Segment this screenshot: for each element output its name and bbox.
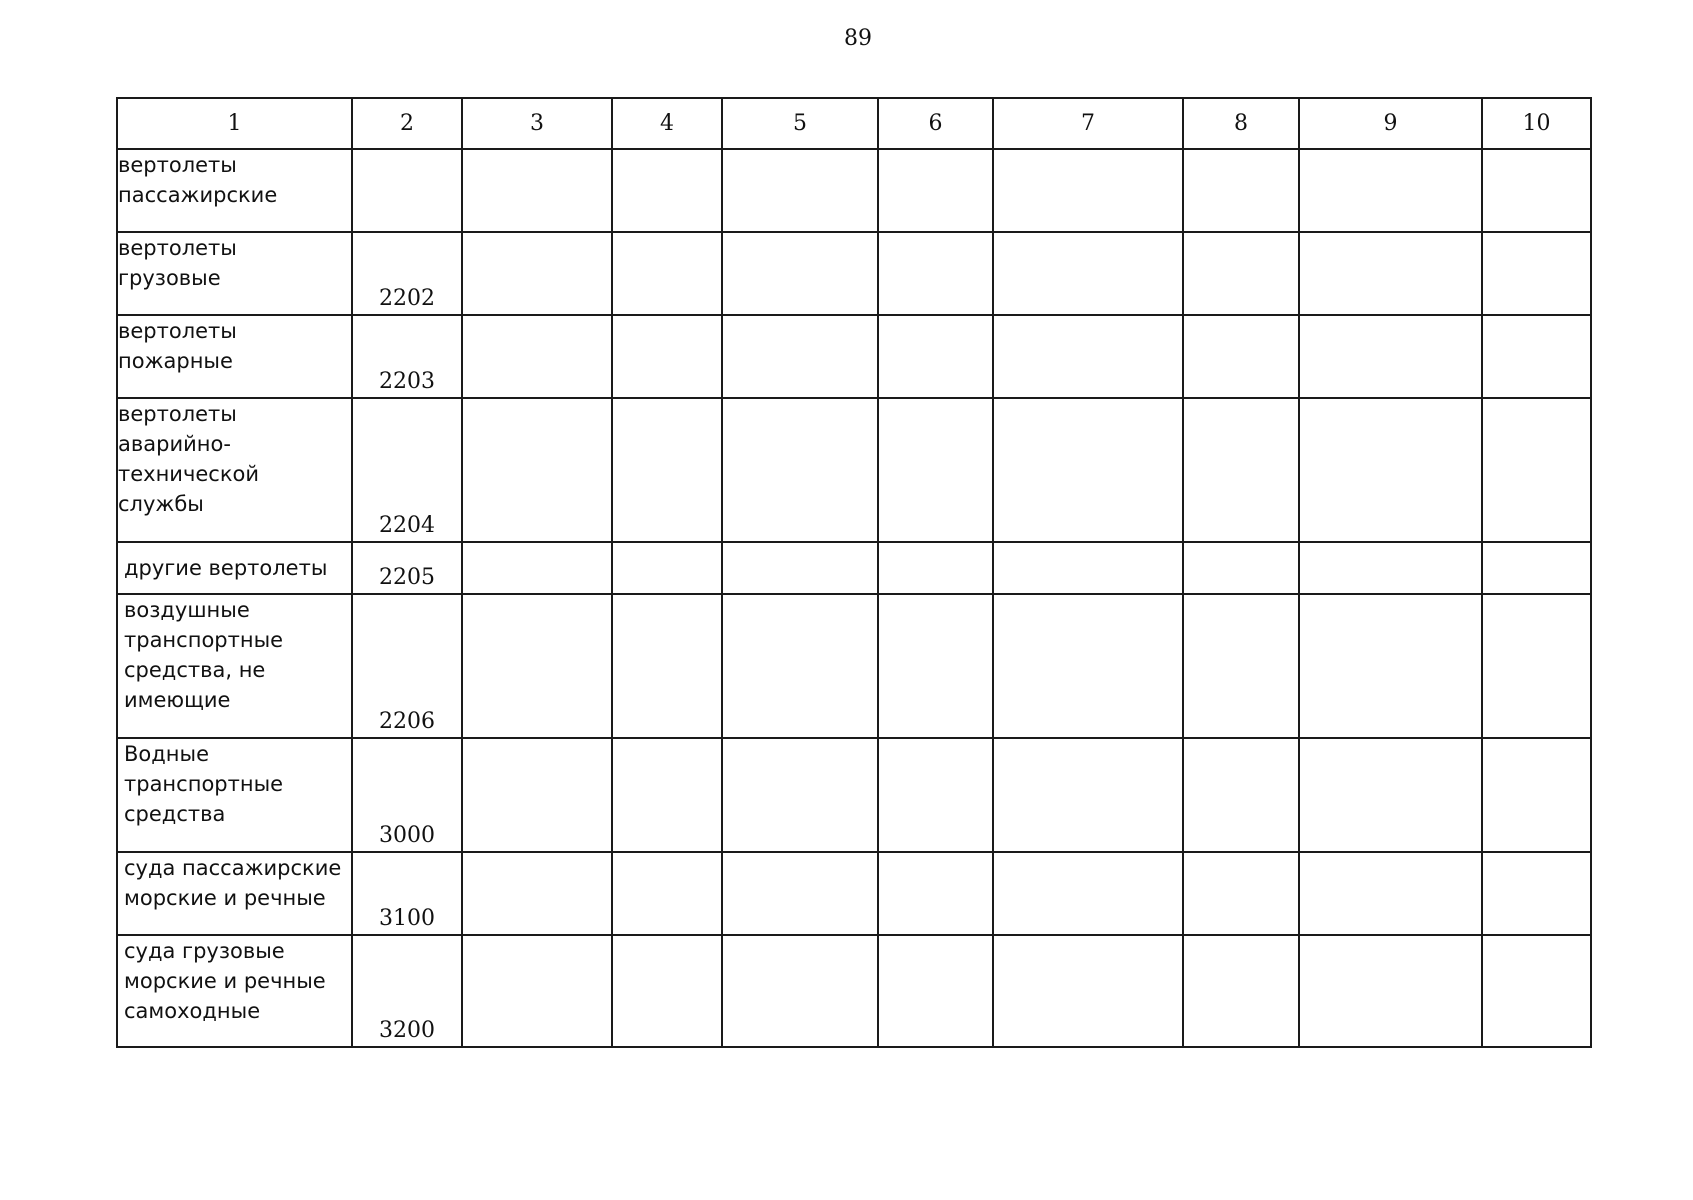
empty-cell — [722, 594, 878, 738]
empty-cell — [722, 232, 878, 315]
empty-cell — [1299, 315, 1482, 398]
empty-cell — [612, 738, 722, 852]
empty-cell — [462, 398, 612, 542]
empty-cell — [993, 738, 1183, 852]
empty-cell — [1183, 852, 1299, 935]
row-code: 2202 — [352, 232, 462, 315]
empty-cell — [1183, 542, 1299, 594]
empty-cell — [612, 232, 722, 315]
empty-cell — [993, 232, 1183, 315]
empty-cell — [993, 149, 1183, 232]
empty-cell — [1299, 149, 1482, 232]
row-code — [352, 149, 462, 232]
empty-cell — [1299, 852, 1482, 935]
empty-cell — [1482, 852, 1591, 935]
row-code: 2206 — [352, 594, 462, 738]
row-name: вертолеты грузовые — [117, 232, 352, 315]
empty-cell — [1299, 542, 1482, 594]
empty-cell — [612, 852, 722, 935]
empty-cell — [1183, 149, 1299, 232]
table-row — [117, 542, 1591, 594]
row-code: 2204 — [352, 398, 462, 542]
empty-cell — [462, 935, 612, 1047]
empty-cell — [1183, 232, 1299, 315]
empty-cell — [722, 149, 878, 232]
empty-cell — [462, 738, 612, 852]
row-name: вертолеты пожарные — [117, 315, 352, 398]
empty-cell — [1183, 738, 1299, 852]
empty-cell — [462, 232, 612, 315]
empty-cell — [1482, 738, 1591, 852]
empty-cell — [462, 542, 612, 594]
empty-cell — [722, 935, 878, 1047]
empty-cell — [993, 852, 1183, 935]
row-code: 2203 — [352, 315, 462, 398]
empty-cell — [1299, 398, 1482, 542]
row-code: 2205 — [352, 542, 462, 594]
empty-cell — [462, 852, 612, 935]
empty-cell — [462, 149, 612, 232]
empty-cell — [878, 542, 993, 594]
empty-cell — [993, 935, 1183, 1047]
column-header: 2 — [352, 98, 462, 149]
empty-cell — [878, 149, 993, 232]
empty-cell — [612, 315, 722, 398]
empty-cell — [1482, 149, 1591, 232]
empty-cell — [993, 594, 1183, 738]
empty-cell — [993, 542, 1183, 594]
empty-cell — [722, 315, 878, 398]
column-header: 7 — [993, 98, 1183, 149]
empty-cell — [612, 542, 722, 594]
column-header: 5 — [722, 98, 878, 149]
empty-cell — [1482, 594, 1591, 738]
empty-cell — [1482, 398, 1591, 542]
column-header: 9 — [1299, 98, 1482, 149]
row-code: 3200 — [352, 935, 462, 1047]
empty-cell — [1183, 315, 1299, 398]
page-number: 89 — [844, 26, 872, 51]
table-row — [117, 738, 1591, 852]
empty-cell — [878, 738, 993, 852]
table-row — [117, 852, 1591, 935]
row-name: воздушные транспортные средства, не имеющие — [117, 594, 352, 738]
column-header: 4 — [612, 98, 722, 149]
empty-cell — [1183, 935, 1299, 1047]
row-name: суда пассажирские морские и речные — [117, 852, 352, 935]
table-header-row — [117, 98, 1591, 149]
empty-cell — [722, 398, 878, 542]
empty-cell — [1482, 542, 1591, 594]
empty-cell — [722, 542, 878, 594]
form-table — [116, 97, 1592, 1048]
empty-cell — [1299, 935, 1482, 1047]
empty-cell — [878, 594, 993, 738]
empty-cell — [612, 149, 722, 232]
empty-cell — [878, 935, 993, 1047]
row-name: суда грузовые морские и речные самоходные — [117, 935, 352, 1047]
column-header: 8 — [1183, 98, 1299, 149]
table-row — [117, 935, 1591, 1047]
row-name: вертолеты аварийно- технической службы — [117, 398, 352, 542]
empty-cell — [1482, 232, 1591, 315]
empty-cell — [1183, 594, 1299, 738]
column-header: 1 — [117, 98, 352, 149]
empty-cell — [878, 398, 993, 542]
empty-cell — [722, 852, 878, 935]
table-row — [117, 232, 1591, 315]
empty-cell — [878, 232, 993, 315]
empty-cell — [1183, 398, 1299, 542]
table-row — [117, 398, 1591, 542]
row-name: Водные транспортные средства — [117, 738, 352, 852]
empty-cell — [722, 738, 878, 852]
empty-cell — [878, 852, 993, 935]
row-name: другие вертолеты — [117, 542, 352, 594]
empty-cell — [1482, 315, 1591, 398]
table-row — [117, 315, 1591, 398]
empty-cell — [1299, 232, 1482, 315]
table-row — [117, 594, 1591, 738]
empty-cell — [993, 315, 1183, 398]
empty-cell — [1299, 594, 1482, 738]
empty-cell — [462, 594, 612, 738]
column-header: 6 — [878, 98, 993, 149]
row-code: 3100 — [352, 852, 462, 935]
table-row — [117, 149, 1591, 232]
row-code: 3000 — [352, 738, 462, 852]
empty-cell — [1299, 738, 1482, 852]
empty-cell — [612, 398, 722, 542]
column-header: 3 — [462, 98, 612, 149]
empty-cell — [993, 398, 1183, 542]
column-header: 10 — [1482, 98, 1591, 149]
empty-cell — [878, 315, 993, 398]
empty-cell — [1482, 935, 1591, 1047]
empty-cell — [612, 594, 722, 738]
empty-cell — [462, 315, 612, 398]
row-name: вертолеты пассажирские — [117, 149, 352, 232]
empty-cell — [612, 935, 722, 1047]
